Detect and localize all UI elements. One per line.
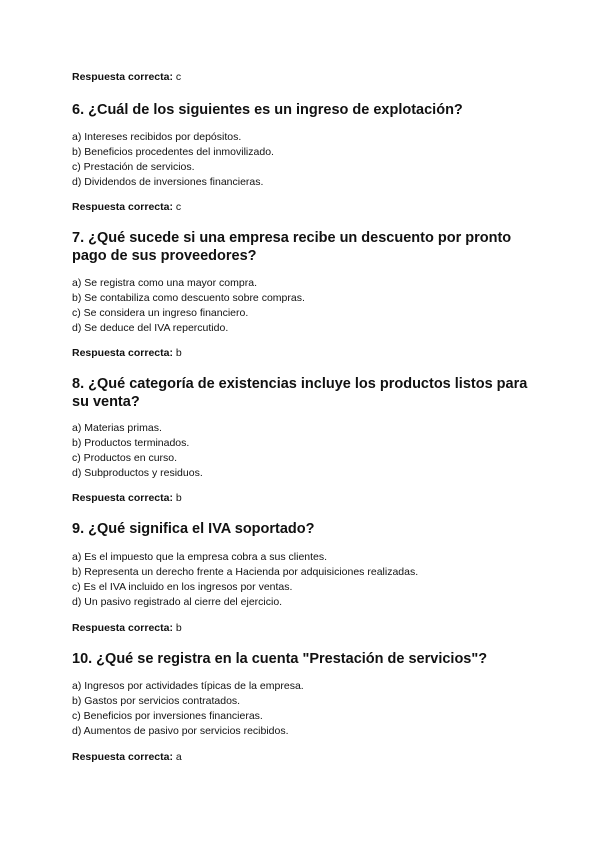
answer-label: Respuesta correcta: xyxy=(72,492,173,504)
question-10-options xyxy=(72,679,304,739)
question-6-title: 6. ¿Cuál de los siguientes es un ingreso de explotación? xyxy=(72,102,463,118)
option-b: b) Gastos por servicios contratados. xyxy=(72,695,241,707)
question-8-title: 8. ¿Qué categoría de existencias incluye los productos listos para su venta? xyxy=(72,376,528,410)
question-6-answer xyxy=(72,201,181,214)
option-a: a) Ingresos por actividades típicas de la empresa. xyxy=(72,680,304,692)
option-b: b) Se contabiliza como descuento sobre compras. xyxy=(72,292,305,304)
option-d: d) Se deduce del IVA repercutido. xyxy=(72,322,229,334)
question-8-options xyxy=(72,421,203,481)
answer-label: Respuesta correcta: xyxy=(72,201,173,213)
answer-letter: a xyxy=(175,751,182,763)
option-d: d) Aumentos de pasivo por servicios recibidos. xyxy=(72,725,289,737)
question-7-options xyxy=(72,276,305,336)
answer-letter: b xyxy=(175,347,182,359)
option-a: a) Es el impuesto que la empresa cobra a sus clientes. xyxy=(72,551,328,563)
option-d: d) Dividendos de inversiones financieras. xyxy=(72,176,264,188)
option-c: c) Productos en curso. xyxy=(72,452,178,464)
option-a: a) Se registra como una mayor compra. xyxy=(72,277,257,289)
option-a: a) Materias primas. xyxy=(72,422,162,434)
option-b: b) Beneficios procedentes del inmovilizado. xyxy=(72,146,274,158)
question-10-answer xyxy=(72,751,182,764)
answer-letter: c xyxy=(175,201,182,213)
option-b: b) Productos terminados. xyxy=(72,437,190,449)
question-9-title: 9. ¿Qué significa el IVA soportado? xyxy=(72,521,315,537)
option-d: d) Subproductos y residuos. xyxy=(72,467,203,479)
question-10-title: 10. ¿Qué se registra en la cuenta "Prestación de servicios"? xyxy=(72,651,488,667)
option-c: c) Se considera un ingreso financiero. xyxy=(72,307,249,319)
question-8-answer xyxy=(72,492,182,505)
question-9-options xyxy=(72,550,418,610)
option-c: c) Es el IVA incluido en los ingresos por ventas. xyxy=(72,581,293,593)
option-d: d) Un pasivo registrado al cierre del ejercicio. xyxy=(72,596,283,608)
answer-label: Respuesta correcta: xyxy=(72,71,173,83)
question-7-answer xyxy=(72,347,182,360)
option-c: c) Prestación de servicios. xyxy=(72,161,195,173)
answer-letter: b xyxy=(175,622,182,634)
question-6-options xyxy=(72,130,274,190)
answer-letter: c xyxy=(175,71,182,83)
question-7-title: 7. ¿Qué sucede si una empresa recibe un descuento por pronto pago de sus proveedores? xyxy=(72,230,512,264)
answer-line xyxy=(72,71,181,84)
answer-label: Respuesta correcta: xyxy=(72,751,173,763)
answer-label: Respuesta correcta: xyxy=(72,622,173,634)
option-a: a) Intereses recibidos por depósitos. xyxy=(72,131,242,143)
option-b: b) Representa un derecho frente a Hacienda por adquisiciones realizadas. xyxy=(72,566,419,578)
answer-letter: b xyxy=(175,492,182,504)
answer-label: Respuesta correcta: xyxy=(72,347,173,359)
question-9-answer xyxy=(72,622,182,635)
option-c: c) Beneficios por inversiones financieras. xyxy=(72,710,263,722)
